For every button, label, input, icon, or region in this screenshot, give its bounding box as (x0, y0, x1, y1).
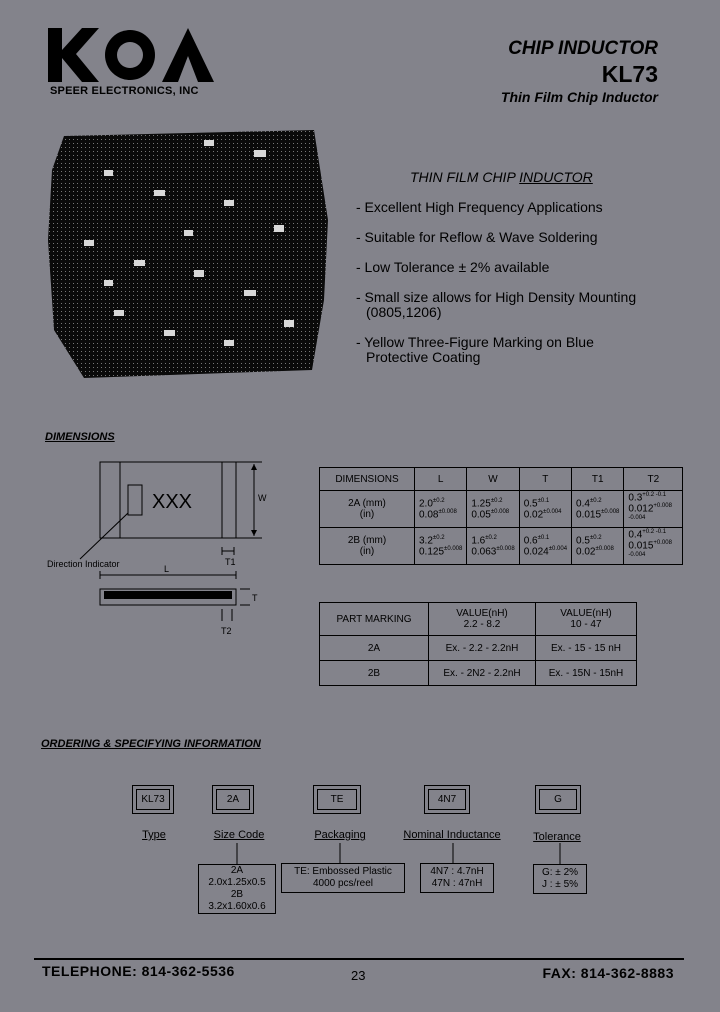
row-label: 2B (mm) (in) (320, 527, 415, 564)
fax: FAX: 814-362-8883 (542, 965, 674, 981)
table-row (320, 468, 683, 491)
dimensions-heading: DIMENSIONS (45, 431, 115, 443)
w-label: W (258, 493, 267, 503)
code-box-type: KL73 (132, 785, 174, 814)
table-cell: $0.4^{\pm 0.2}$ $0.015^{\pm 0.008}$ (572, 491, 624, 528)
table-header: VALUE(nH) 2.2 - 8.2 (429, 603, 536, 636)
document-title: CHIP INDUCTOR (508, 38, 658, 59)
table-cell: 2B (320, 661, 429, 686)
table-row (320, 661, 637, 686)
table-cell: $0.5^{\pm 0.2}$ $0.02^{\pm 0.008}$ (572, 527, 624, 564)
feature-item: - Suitable for Reflow & Wave Soldering (356, 229, 598, 245)
table-header: T (519, 468, 571, 491)
table-header: PART MARKING (320, 603, 429, 636)
code-box-tolerance: G (535, 785, 581, 814)
size-code-detail: 2A 2.0x1.25x0.5 2B 3.2x1.60x0.6 (198, 864, 276, 914)
label-size-code: Size Code (213, 829, 265, 841)
telephone: TELEPHONE: 814-362-5536 (42, 963, 235, 979)
packaging-detail: TE: Embossed Plastic 4000 pcs/reel (281, 863, 405, 893)
feature-item: - Yellow Three-Figure Marking on Blue Protective Coating (356, 334, 594, 365)
document-subtitle: Thin Film Chip Inductor (500, 89, 658, 105)
table-cell: $0.5^{\pm 0.1}$ $0.02^{\pm 0.004}$ (519, 491, 571, 528)
row-label: 2A (mm) (in) (320, 491, 415, 528)
features-list (356, 200, 676, 380)
table-row (320, 527, 683, 564)
dimension-diagram (40, 455, 310, 645)
koa-logo (48, 26, 218, 84)
features-heading-b: INDUCTOR (519, 169, 593, 185)
label-packaging: Packaging (314, 829, 366, 841)
code-box-size: 2A (212, 785, 254, 814)
feature-item: - Small size allows for High Density Mounting (0805,1206) (356, 289, 637, 320)
features-heading-a: THIN FILM CHIP (410, 169, 516, 185)
table-row (320, 491, 683, 528)
table-row (320, 603, 637, 636)
label-nominal-inductance: Nominal Inductance (403, 829, 501, 841)
part-marking-table (319, 602, 637, 686)
t2-label: T2 (221, 626, 232, 636)
feature-item: - Excellent High Frequency Applications (356, 199, 603, 215)
table-cell: $0.3^{+0.2 -0.1}$ $0.012^{+0.008 -0.004}$ (624, 491, 683, 528)
table-header: DIMENSIONS (320, 468, 415, 491)
table-cell: Ex. - 2N2 - 2.2nH (429, 661, 536, 686)
table-cell: Ex. - 15N - 15nH (536, 661, 637, 686)
inductance-detail: 4N7 : 4.7nH 47N : 47nH (420, 863, 494, 893)
label-tolerance: Tolerance (533, 831, 581, 843)
direction-indicator-label: Direction Indicator (47, 559, 120, 569)
code-box-inductance: 4N7 (424, 785, 470, 814)
t-label: T (252, 593, 258, 603)
features-heading (410, 169, 593, 185)
table-header: W (467, 468, 519, 491)
footer-divider (34, 958, 684, 960)
company-name: SPEER ELECTRONICS, INC (50, 85, 199, 97)
table-header: T2 (624, 468, 683, 491)
page-number: 23 (351, 968, 366, 983)
l-label: L (164, 564, 170, 574)
table-cell: Ex. - 2.2 - 2.2nH (429, 636, 536, 661)
table-cell: $0.4^{+0.2 -0.1}$ $0.015^{+0.008 -0.004}$ (624, 527, 683, 564)
table-cell: $1.25^{\pm 0.2}$ $0.05^{\pm 0.008}$ (467, 491, 519, 528)
table-header: VALUE(nH) 10 - 47 (536, 603, 637, 636)
table-cell: 2A (320, 636, 429, 661)
t1-label: T1 (225, 557, 236, 567)
table-cell: $3.2^{\pm 0.2}$ $0.125^{\pm 0.008}$ (415, 527, 467, 564)
table-header: T1 (572, 468, 624, 491)
table-cell: $1.6^{\pm 0.2}$ $0.063^{\pm 0.008}$ (467, 527, 519, 564)
tolerance-detail: G: ± 2% J : ± 5% (533, 864, 587, 894)
code-box-packaging: TE (313, 785, 361, 814)
marking-text: XXX (152, 491, 193, 513)
dimensions-table (319, 467, 683, 565)
dimension-drawing (40, 455, 310, 645)
table-row (320, 636, 637, 661)
feature-item: - Low Tolerance ± 2% available (356, 259, 550, 275)
table-cell: $0.6^{\pm 0.1}$ $0.024^{\pm 0.004}$ (519, 527, 571, 564)
product-photo (44, 130, 332, 380)
table-cell: Ex. - 15 - 15 nH (536, 636, 637, 661)
table-header: L (415, 468, 467, 491)
ordering-heading: ORDERING & SPECIFYING INFORMATION (41, 738, 261, 750)
label-type: Type (142, 829, 166, 841)
table-cell: $2.0^{\pm 0.2}$ $0.08^{\pm 0.008}$ (415, 491, 467, 528)
model-number: KL73 (601, 61, 658, 87)
